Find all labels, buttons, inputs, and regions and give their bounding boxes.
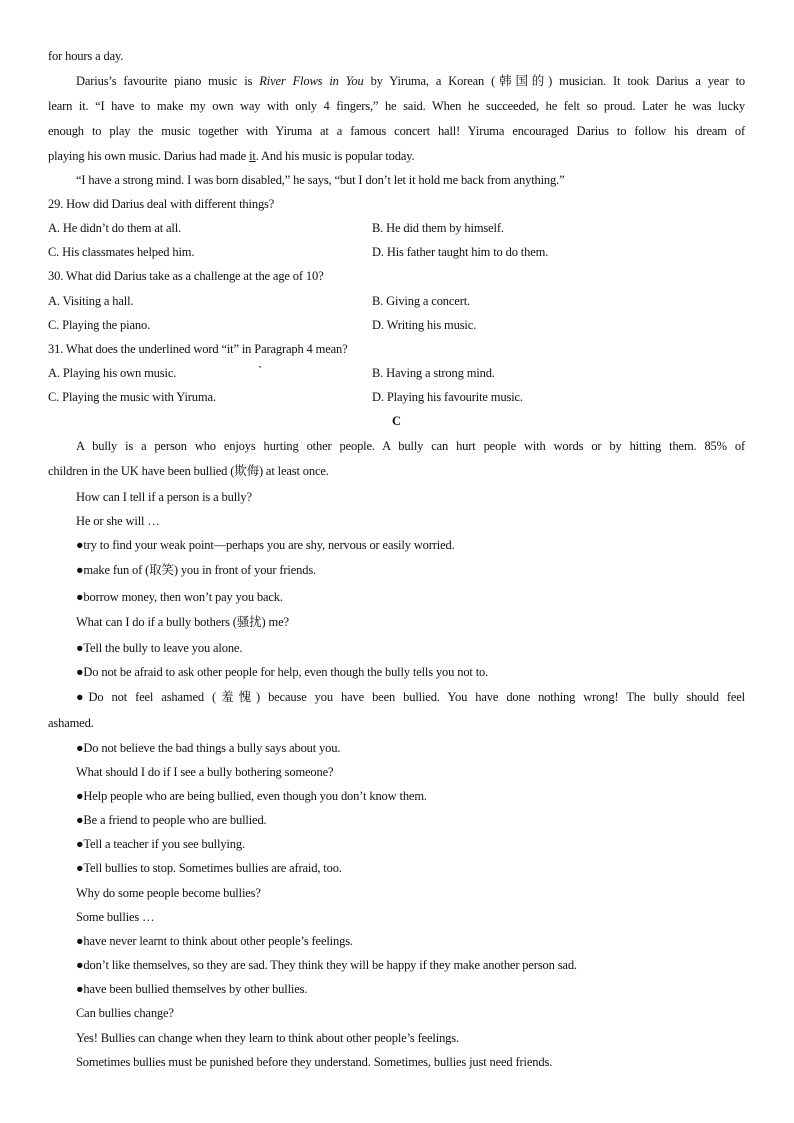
subheading-question: Can bullies change? — [76, 1006, 174, 1020]
subheading-question: Why do some people become bullies? — [76, 886, 261, 900]
bullet-item: ●Be a friend to people who are bullied. — [76, 813, 267, 827]
option-c: C. Playing the piano. — [48, 318, 151, 332]
bullet-item: ●make fun of (取笑) you in front of your friends. — [76, 563, 317, 577]
option-a: A. Visiting a hall. — [48, 294, 134, 308]
quote-line: “I have a strong mind. I was born disabled,” he says, “but I don’t let it hold me back from anything.” — [76, 173, 565, 187]
paragraph-line: A bully is a person who enjoys hurting other people. A bully can hurt people with words or by hitting them. 85% of — [76, 439, 745, 453]
paragraph-line — [48, 148, 415, 164]
bullet-item: ●Do not feel ashamed (羞愧) because you have been bullied. You have done nothing wrong! The bully should feel — [76, 690, 745, 704]
bullet-item: ●Tell bullies to stop. Sometimes bullies are afraid, too. — [76, 861, 342, 875]
paragraph-line: Some bullies … — [76, 910, 155, 924]
option-b: B. Having a strong mind. — [372, 366, 495, 380]
question-stem: 30. What did Darius take as a challenge at the age of 10? — [48, 269, 324, 283]
paragraph-line — [76, 73, 745, 89]
bullet-item: ●have never learnt to think about other people’s feelings. — [76, 934, 353, 948]
option-b: B. Giving a concert. — [372, 294, 471, 308]
paragraph-line: Sometimes bullies must be punished before they understand. Sometimes, bullies just need friends. — [76, 1055, 553, 1069]
paragraph-line: learn it. “I have to make my own way with only 4 fingers,” he said. When he succeeded, he felt so proud. Later he was lucky — [48, 99, 745, 113]
option-b: B. He did them by himself. — [372, 221, 504, 235]
bullet-item: ●Do not be afraid to ask other people for help, even though the bully tells you not to. — [76, 665, 489, 679]
bullet-item: ●Help people who are being bullied, even though you don’t know them. — [76, 789, 427, 803]
paragraph-line: He or she will … — [76, 514, 160, 528]
subheading-question: What should I do if I see a bully bothering someone? — [76, 765, 334, 779]
paragraph-line: Yes! Bullies can change when they learn to think about other people’s feelings. — [76, 1031, 459, 1045]
text-span: Darius’s favourite piano music is — [76, 74, 260, 88]
bullet-item: ●try to find your weak point—perhaps you are shy, nervous or easily worried. — [76, 538, 455, 552]
paragraph-line: children in the UK have been bullied (欺侮) at least once. — [48, 464, 329, 478]
paragraph-line: for hours a day. — [48, 49, 124, 63]
text-span: . And his music is popular today. — [255, 149, 415, 163]
bullet-item: ●have been bullied themselves by other bullies. — [76, 982, 308, 996]
option-a: A. Playing his own music. — [48, 366, 177, 380]
option-c: C. His classmates helped him. — [48, 245, 195, 259]
stray-mark: ` — [258, 364, 263, 378]
option-d: D. His father taught him to do them. — [372, 245, 549, 259]
song-title: River Flows in You — [259, 74, 364, 88]
subheading-question: How can I tell if a person is a bully? — [76, 490, 252, 504]
option-d: D. Writing his music. — [372, 318, 477, 332]
option-c: C. Playing the music with Yiruma. — [48, 390, 216, 404]
underlined-word-it: it — [249, 149, 256, 163]
option-d: D. Playing his favourite music. — [372, 390, 523, 404]
paragraph-line: enough to play the music together with Yiruma at a famous concert hall! Yiruma encouraged Darius to follow his dream of — [48, 124, 745, 138]
bullet-item: ●Tell the bully to leave you alone. — [76, 641, 243, 655]
question-stem: 31. What does the underlined word “it” in Paragraph 4 mean? — [48, 342, 348, 356]
paragraph-line: ashamed. — [48, 716, 94, 730]
bullet-item: ●Do not believe the bad things a bully says about you. — [76, 741, 341, 755]
option-a: A. He didn’t do them at all. — [48, 221, 182, 235]
text-span: playing his own music. Darius had made — [48, 149, 250, 163]
bullet-item: ●Tell a teacher if you see bullying. — [76, 837, 245, 851]
question-stem: 29. How did Darius deal with different things? — [48, 197, 275, 211]
bullet-item: ●don’t like themselves, so they are sad. They think they will be happy if they make another person sad. — [76, 958, 577, 972]
section-heading: C — [392, 414, 401, 428]
text-span: by Yiruma, a Korean (韩国的) musician. It took Darius a year to — [363, 74, 745, 88]
subheading-question: What can I do if a bully bothers (骚扰) me? — [76, 615, 289, 629]
bullet-item: ●borrow money, then won’t pay you back. — [76, 590, 283, 604]
